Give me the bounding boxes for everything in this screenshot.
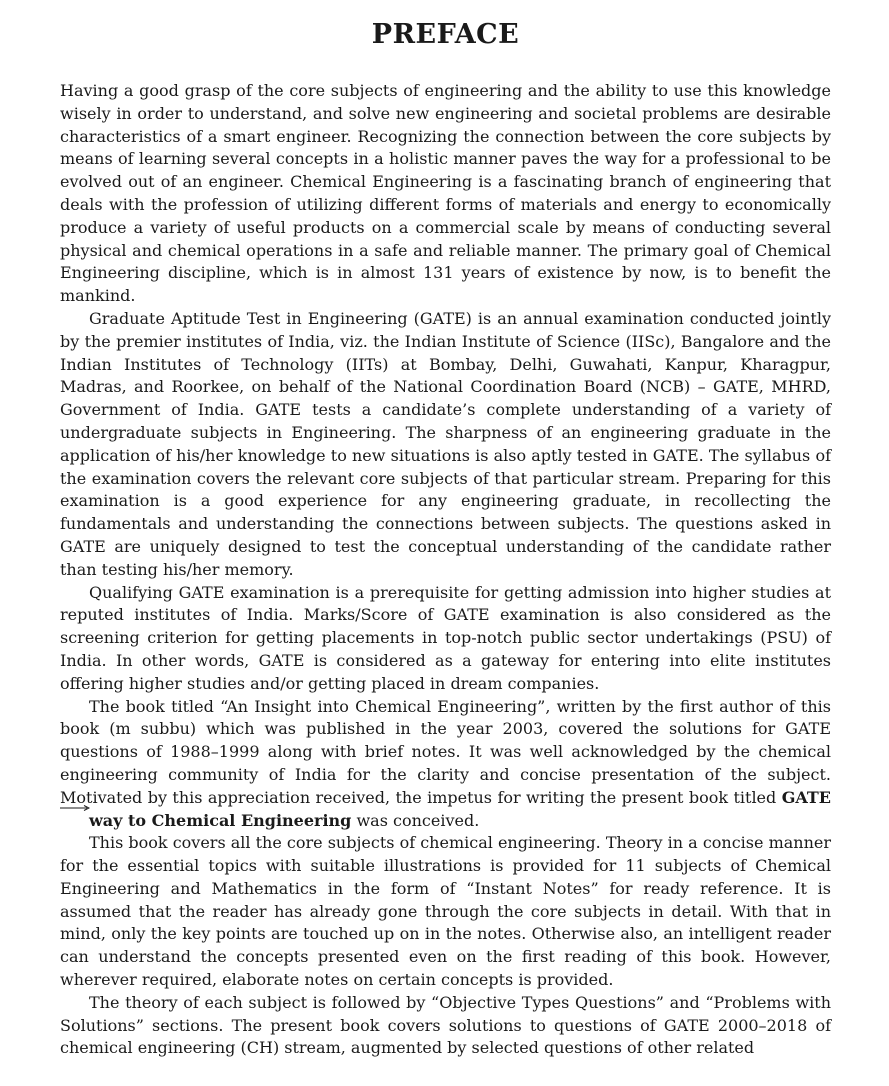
paragraph-2: Graduate Aptitude Test in Engineering (GATE) is an annual examination conducted jointly by the premier institutes of India, viz. the Indian Institute of Science (IISc), Bangalore and the Indian Institutes of Technology (IITs) at Bombay, Delhi, Guwahati, Kanpur, Kharagpur, Madras, and Roorkee, on behalf of the National Coordination Board (NCB) – GATE, MHRD, Government of India. GATE tests a candidate’s complete understanding of a variety of undergraduate subjects in Engineering. The sharpness of an engineering graduate in the application of his/her knowledge to new situations is also aptly tested in GATE. The syllabus of the examination covers the relevant core subjects of that particular stream. Preparing for this examination is a good experience for any engineering graduate, in recollecting the fundamentals and understanding the connections between subjects. The questions asked in GATE are uniquely designed to test the conceptual understanding of the candidate rather than testing his/her memory.	[60, 308, 831, 579]
book-title-rest: to Chemical Engineering	[122, 810, 352, 830]
paragraph-1: Having a good grasp of the core subjects of engineering and the ability to use this knowledge wisely in order to understand, and solve new engineering and societal problems are desirable characteristics of a smart engineer. Recognizing the connection between the core subjects by means of learning several concepts in a holistic manner paves the way for a professional to be evolved out of an engineer. Chemical Engineering is a fascinating branch of engineering that deals with the profession of utilizing different forms of materials and energy to economically produce a variety of useful products on a commercial scale by means of conducting several physical and chemical operations in a safe and reliable manner. The primary goal of Chemical Engineering discipline, which is in almost 131 years of existence by now, is to benefit the mankind.	[60, 81, 831, 306]
paragraph-3: Qualifying GATE examination is a prerequisite for getting admission into higher studies at reputed institutes of India. Marks/Score of GATE examination is also considered as the screening criterion for getting placements in top-notch public sector undertakings (PSU) of India. In other words, GATE is considered as a gateway for entering into elite institutes offering higher studies and/or getting placed in dream companies.	[60, 582, 831, 693]
preface-body	[60, 80, 831, 1060]
paragraph-5: This book covers all the core subjects of chemical engineering. Theory in a concise manner for the essential topics with suitable illustrations is provided for 11 subjects of Chemical Engineering and Mathematics in the form of “Instant Notes” for ready reference. It is assumed that the reader has already gone through the core subjects in detail. With that in mind, only the key points are touched up on in the notes. Otherwise also, an intelligent reader can understand the concepts presented even on the first reading of this book. However, wherever required, elaborate notes on certain concepts is provided.	[60, 833, 831, 990]
book-title-gate: GATE	[781, 787, 831, 807]
page-title: PREFACE	[371, 19, 520, 50]
paragraph-4	[60, 696, 831, 833]
paragraph-4-text-after: was conceived.	[351, 810, 480, 830]
preface-page	[60, 18, 831, 1060]
book-title-way	[60, 810, 122, 833]
paragraph-6: The theory of each subject is followed by “Objective Types Questions” and “Problems with Solutions” sections. The present book covers solutions to questions of GATE 2000–2018 of chemical engineering (CH) stream, augmented by selected questions of other related	[60, 992, 831, 1058]
book-title-way-text: way	[89, 810, 123, 830]
paragraph-4-text-before: The book titled “An Insight into Chemical Engineering”, written by the first author of this book (m subbu) which was published in the year 2003, covered the solutions for GATE questions of 1988–1999 along with brief notes. It was well acknowledged by the chemical engineering community of India for the clarity and concise presentation of the subject. Motivated by this appreciation received, the impetus for writing the present book titled	[60, 696, 831, 807]
